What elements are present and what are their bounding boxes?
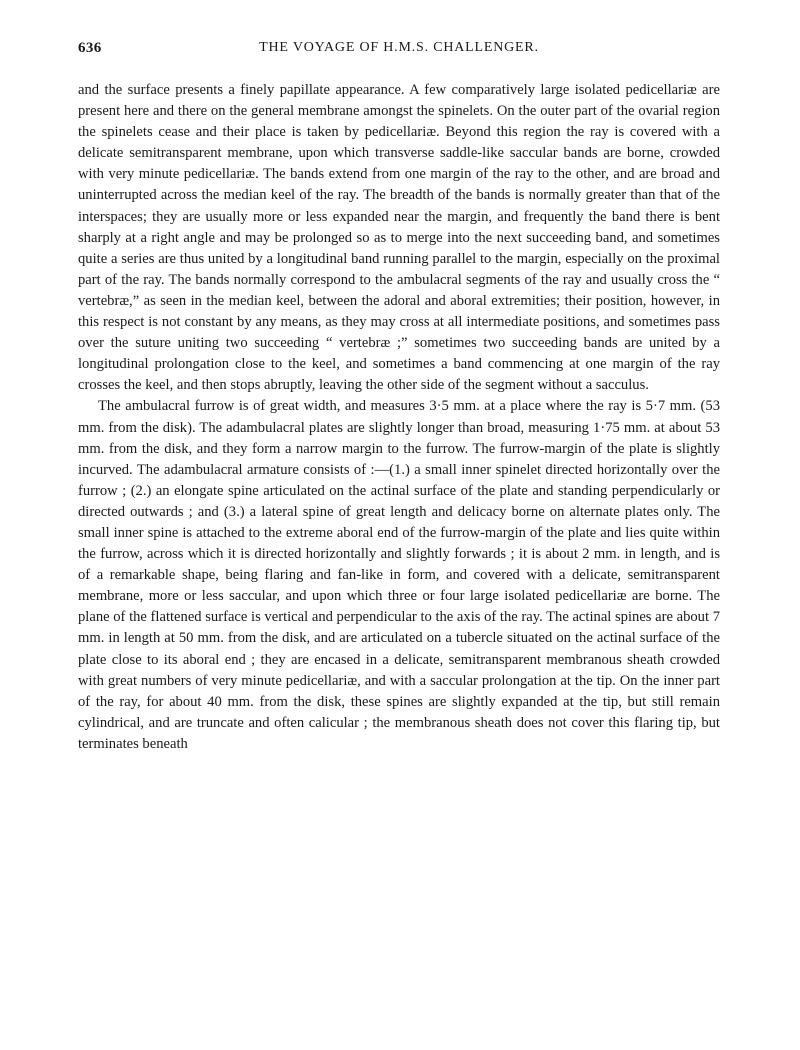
page-number: 636 [78,40,102,56]
paragraph-ambulacral-furrow: The ambulacral furrow is of great width, and measures 3·5 mm. at a place where the ray is 5·7 mm. (53 mm. from the disk). The adambulacral plates are slightly longer than broad, measuring 1·75 mm. at about 53 mm. from the disk, and they form a narrow margin to the furrow. The furrow-margin of the plate is slightly incurved. The adambulacral armature consists of :—(1.) a small inner spinelet directed horizontally over the furrow ; (2.) an elongate spine articulated on the actinal surface of the plate and standing perpendicularly or directed outwards ; and (3.) a lateral spine of great length and delicacy borne on alternate plates only. The small inner spine is attached to the extreme aboral end of the furrow-margin of the plate and lies quite within the furrow, across which it is directed horizontally and slightly forwards ; it is about 2 mm. in length, and is of a remarkable shape, being flaring and fan-like in form, and covered with a delicate, semitransparent membrane, more or less saccular, and upon which three or four large isolated pedicellariæ are borne. The plane of the flattened surface is vertical and perpendicular to the axis of the ray. The actinal spines are about 7 mm. in length at 50 mm. from the disk, and are articulated on a tubercle situated on the actinal surface of the plate close to its aboral end ; they are encased in a delicate, semitransparent membranous sheath crowded with great numbers of very minute pedicellariæ, and with a saccular prolongation at the tip. On the inner part of the ray, for about 40 mm. from the disk, these spines are slightly expanded at the tip, but still remain cylindrical, and are truncate and often calicular ; the membranous sheath does not cover this flaring tip, but terminates beneath [78,398,720,752]
running-header [78,40,720,64]
body-text [78,80,720,755]
running-title: THE VOYAGE OF H.M.S. CHALLENGER. [259,40,539,55]
paragraph-continued: and the surface presents a finely papillate appearance. A few comparatively large isolated pedicellariæ are present here and there on the general membrane amongst the spinelets. On the outer part of the ovarial region the spinelets cease and their place is taken by pedicellariæ. Beyond this region the ray is covered with a delicate semitransparent membrane, upon which transverse saddle-like saccular bands are borne, crowded with very minute pedicellariæ. The bands extend from one margin of the ray to the other, and are broad and uninterrupted across the median keel of the ray. The breadth of the bands is normally greater than that of the interspaces; they are usually more or less expanded near the margin, and frequently the band there is bent sharply at a right angle and may be prolonged so as to merge into the next succeeding band, and sometimes quite a series are thus united by a longitudinal band running parallel to the margin, especially on the proximal part of the ray. The bands normally correspond to the ambulacral segments of the ray and usually cross the “ vertebræ,” as seen in the median keel, between the adoral and aboral extremities; their position, however, in this respect is not constant by any means, as they may cross at all intermediate positions, and sometimes pass over the suture uniting two succeeding “ vertebræ ;” sometimes two succeeding bands are united by a longitudinal prolongation close to the keel, and sometimes a band commencing at one margin of the ray crosses the keel, and then stops abruptly, leaving the other side of the segment without a sacculus. [78,82,720,394]
document-page [78,40,720,755]
